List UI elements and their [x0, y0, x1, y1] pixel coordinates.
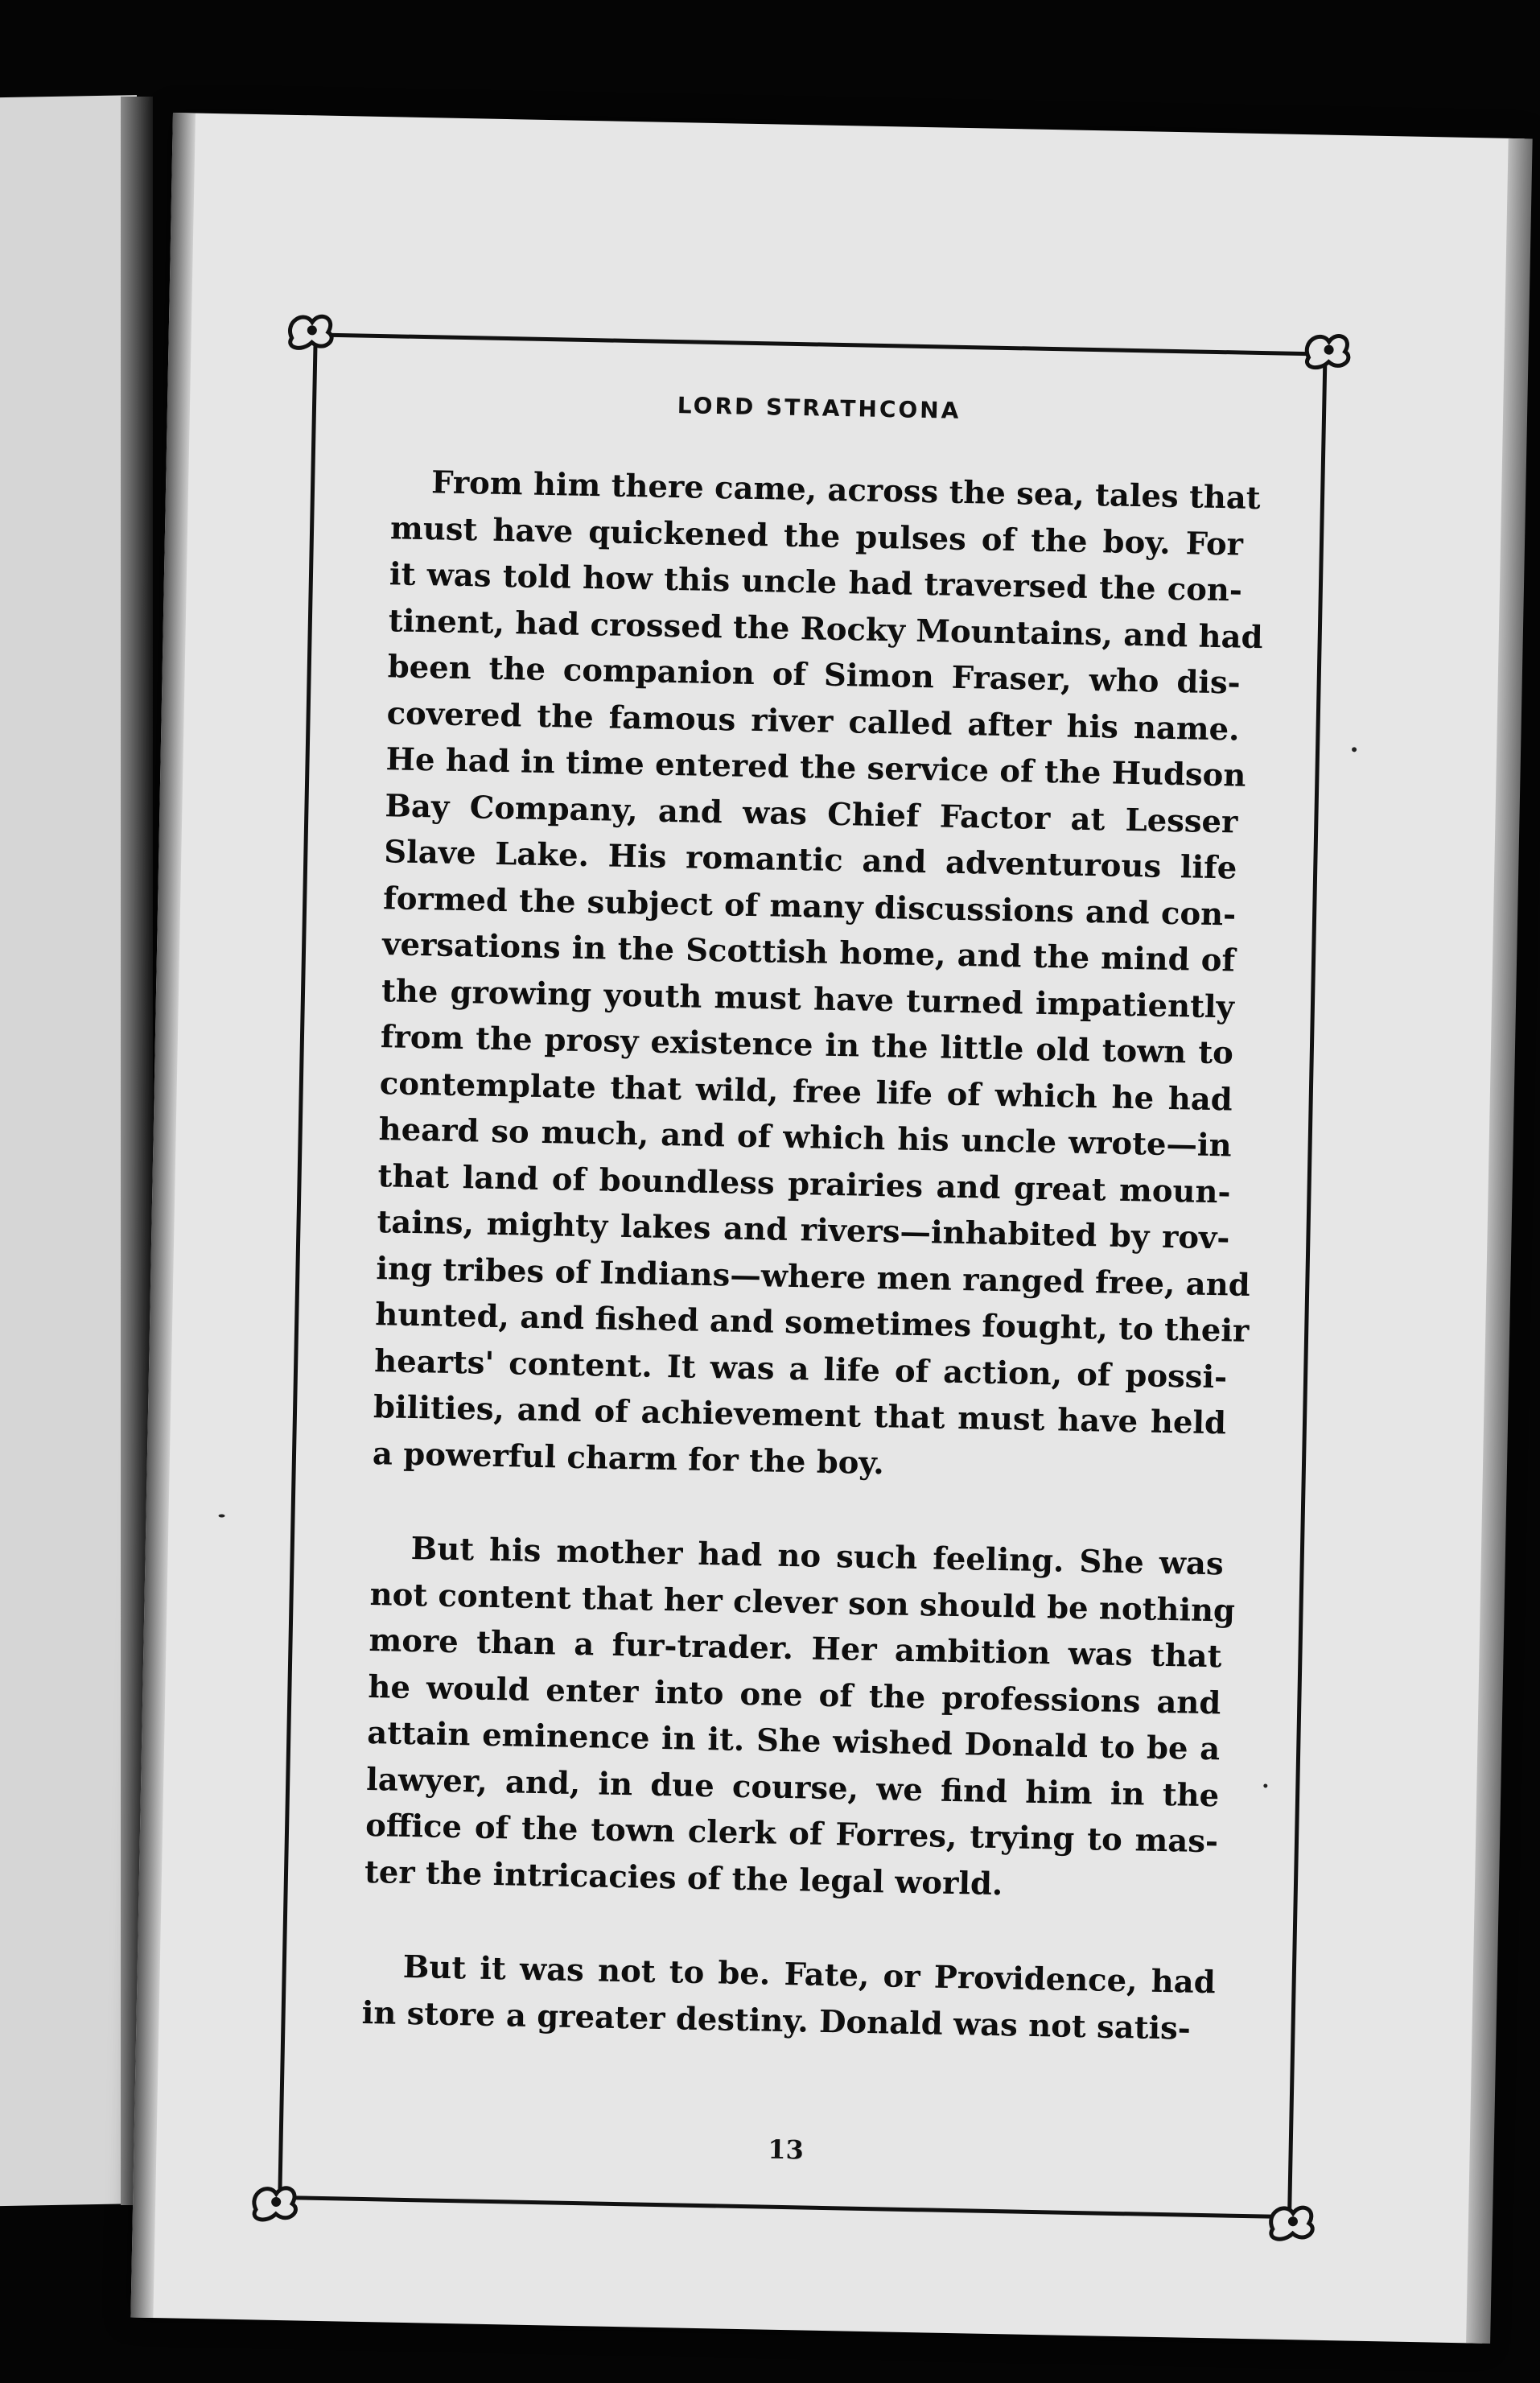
text-line: tains, mighty lakes and rivers—inhabited by rov-: [377, 1204, 1230, 1257]
scan-speck: [1263, 1783, 1267, 1787]
page-number: 13: [767, 2134, 805, 2166]
text-line: lawyer, and, in due course, we find him in the: [365, 1761, 1220, 1814]
text-line: ter the intricacies of the legal world.: [364, 1853, 1003, 1903]
body-text: [361, 459, 1263, 2052]
text-line: hearts' content. It was a life of action, of possi-: [373, 1342, 1228, 1396]
paragraph: [372, 459, 1263, 1493]
text-line: must have quickened the pulses of the boy. For: [389, 509, 1244, 563]
ornamental-frame: [278, 332, 1327, 2219]
corner-ornament-icon: [248, 2177, 305, 2226]
scan-speck: [1352, 747, 1357, 752]
text-line: hunted, and fished and sometimes fought, to their: [374, 1297, 1250, 1350]
text-line: he would enter into one of the professions and: [368, 1668, 1221, 1721]
text-line: heard so much, and of which his uncle wrote—in: [378, 1111, 1233, 1165]
text-line: a powerful charm for the boy.: [372, 1435, 885, 1482]
text-line: But his mother had no such feeling. She was: [410, 1531, 1225, 1583]
text-line: in store a greater destiny. Donald was not satis-: [361, 1994, 1192, 2047]
text-line: Bay Company, and was Chief Factor at Lesser: [385, 787, 1238, 841]
book-page: [130, 113, 1524, 2344]
running-head: LORD STRATHCONA: [677, 392, 961, 424]
text-line: versations in the Scottish home, and the mind of: [381, 926, 1236, 979]
text-line: Slave Lake. His romantic and adventurous life: [383, 834, 1237, 887]
text-line: covered the famous river called after his name.: [386, 695, 1240, 748]
text-line: the growing youth must have turned impatiently: [381, 972, 1235, 1026]
corner-ornament-icon: [283, 306, 340, 355]
paragraph: [361, 1944, 1216, 2052]
scan-speck: [219, 1514, 225, 1517]
facing-page-edge: [0, 95, 137, 2207]
text-line: from the prosy existence in the little old town to: [380, 1019, 1234, 1072]
paragraph: [364, 1525, 1236, 1911]
text-line: From him there came, across the sea, tales that: [430, 464, 1262, 517]
text-line: more than a fur-trader. Her ambition was that: [369, 1622, 1222, 1676]
text-line: But it was not to be. Fate, or Providence, had: [402, 1948, 1217, 2002]
text-line: that land of boundless prairies and great moun-: [377, 1157, 1231, 1210]
text-line: office of the town clerk of Forres, trying to mas-: [364, 1807, 1219, 1861]
text-line: been the companion of Simon Fraser, who dis-: [387, 649, 1241, 702]
text-line: not content that her clever son should be nothing: [369, 1576, 1236, 1630]
corner-ornament-icon: [1264, 2197, 1321, 2246]
page-right-edge: [1466, 138, 1533, 2344]
text-line: He had in time entered the service of the Hudson: [385, 741, 1246, 794]
text-line: formed the subject of many discussions and con-: [382, 880, 1237, 934]
text-line: bilities, and of achievement that must have held: [373, 1389, 1227, 1442]
text-line: contemplate that wild, free life of which he had: [379, 1065, 1233, 1118]
text-line: it was told how this uncle had traversed the con-: [389, 556, 1243, 609]
text-line: ing tribes of Indians—where men ranged free, and: [376, 1250, 1251, 1304]
text-line: tinent, had crossed the Rocky Mountains, and had: [388, 602, 1263, 656]
corner-ornament-icon: [1300, 325, 1357, 374]
text-line: attain eminence in it. She wished Donald to be a: [366, 1715, 1221, 1768]
